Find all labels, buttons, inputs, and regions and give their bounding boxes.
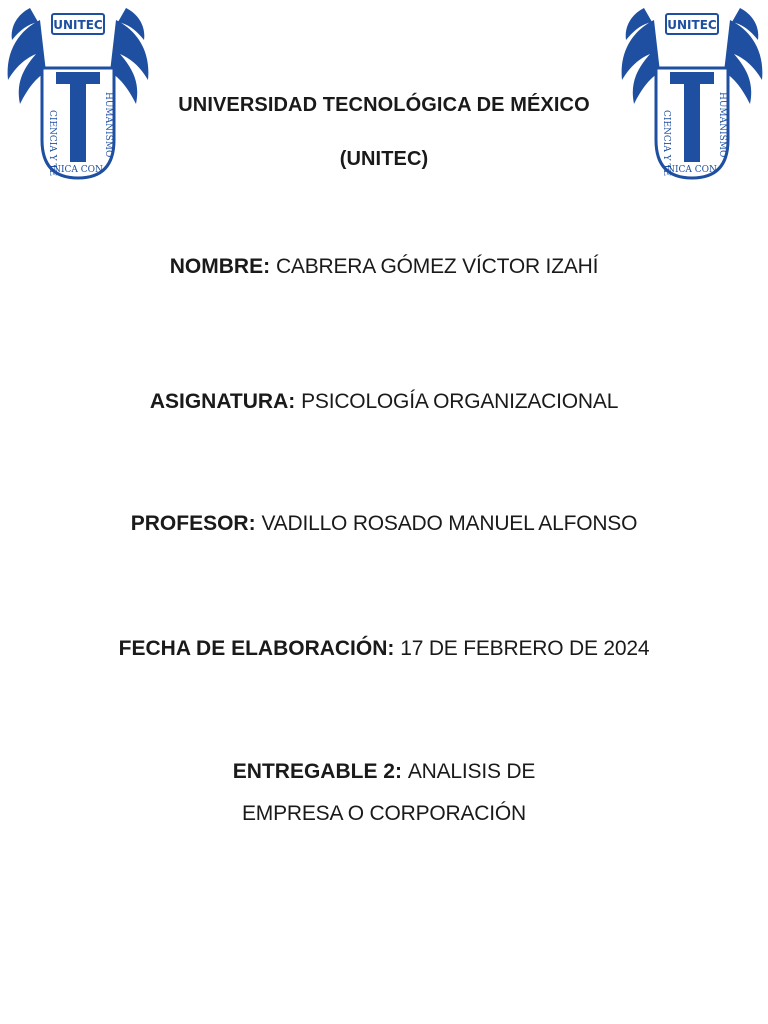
field-asignatura xyxy=(0,381,768,423)
university-title: UNIVERSIDAD TECNOLÓGICA DE MÉXICO xyxy=(178,94,590,116)
svg-text:UNITEC: UNITEC xyxy=(53,18,103,32)
field-asignatura-value: PSICOLOGÍA ORGANIZACIONAL xyxy=(301,390,619,413)
field-entregable-label: ENTREGABLE 2: xyxy=(232,760,402,783)
field-nombre-label: NOMBRE: xyxy=(169,255,271,278)
field-profesor-label: PROFESOR: xyxy=(130,512,256,535)
field-entregable-value: ANALISIS DE EMPRESA O CORPORACIÓN xyxy=(241,760,536,825)
field-nombre-value: CABRERA GÓMEZ VÍCTOR IZAHÍ xyxy=(275,255,599,278)
field-entregable xyxy=(200,751,568,835)
field-asignatura-label: ASIGNATURA: xyxy=(149,390,296,413)
svg-text:UNITEC: UNITEC xyxy=(667,18,717,32)
field-nombre xyxy=(0,246,768,288)
university-acronym: (UNITEC) xyxy=(339,148,429,170)
field-profesor-value: VADILLO ROSADO MANUEL ALFONSO xyxy=(261,512,638,535)
svg-text:HUMANISMO: HUMANISMO xyxy=(717,92,727,158)
svg-text:NICA CON: NICA CON xyxy=(667,165,717,175)
field-fecha-label: FECHA DE ELABORACIÓN: xyxy=(118,637,395,660)
field-fecha xyxy=(0,628,768,670)
svg-text:HUMANISMO: HUMANISMO xyxy=(103,92,113,158)
field-profesor xyxy=(0,503,768,545)
svg-text:CIENCIA Y TE: CIENCIA Y TE xyxy=(47,110,57,177)
svg-text:CIENCIA Y TE: CIENCIA Y TE xyxy=(661,110,671,177)
svg-text:NICA CON: NICA CON xyxy=(53,165,103,175)
field-fecha-value: 17 DE FEBRERO DE 2024 xyxy=(400,637,650,660)
